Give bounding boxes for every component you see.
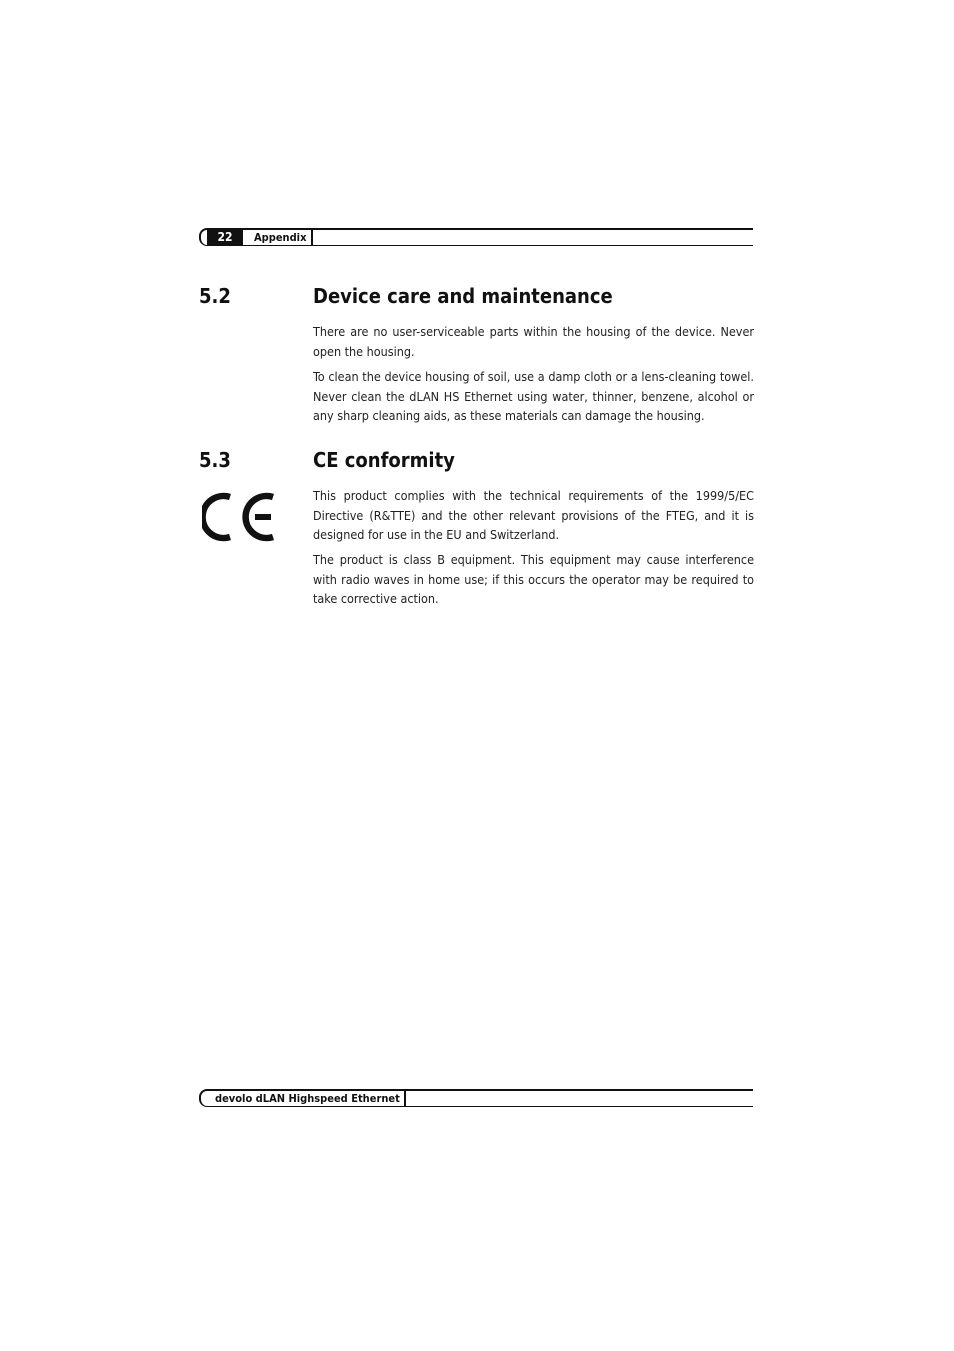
ce-mark-icon [202, 489, 276, 545]
footer-divider [404, 1090, 406, 1106]
section-title-device-care: Device care and maintenance [313, 284, 613, 308]
page-footer [199, 1089, 755, 1108]
header-divider [311, 229, 313, 245]
paragraph: This product complies with the technical requirements of the 1999/5/EC Directive (R&TTE) and the other relevant provisions of the FTEG, and it is designed for use in the EU and Switzerland. [313, 488, 754, 542]
section-number-5-2: 5.2 [199, 284, 231, 308]
chapter-title: Appendix [254, 231, 307, 244]
page-number: 22 [207, 230, 243, 245]
paragraph: There are no user-serviceable parts within the housing of the device. Never open the housing. [313, 324, 754, 359]
product-name: devolo dLAN Highspeed Ethernet [215, 1092, 400, 1105]
section-title-ce-conformity: CE conformity [313, 448, 455, 472]
page-header [199, 228, 755, 246]
paragraph: The product is class B equipment. This equipment may cause interference with radio waves in home use; if this occurs the operator may be required to take corrective action. [313, 552, 754, 606]
section-number-5-3: 5.3 [199, 448, 231, 472]
paragraph: To clean the device housing of soil, use a damp cloth or a lens-cleaning towel. Never clean the dLAN HS Ethernet using water, thinner, benzene, alcohol or any sharp cleaning aids, as these materials can damage the housing. [313, 369, 754, 423]
